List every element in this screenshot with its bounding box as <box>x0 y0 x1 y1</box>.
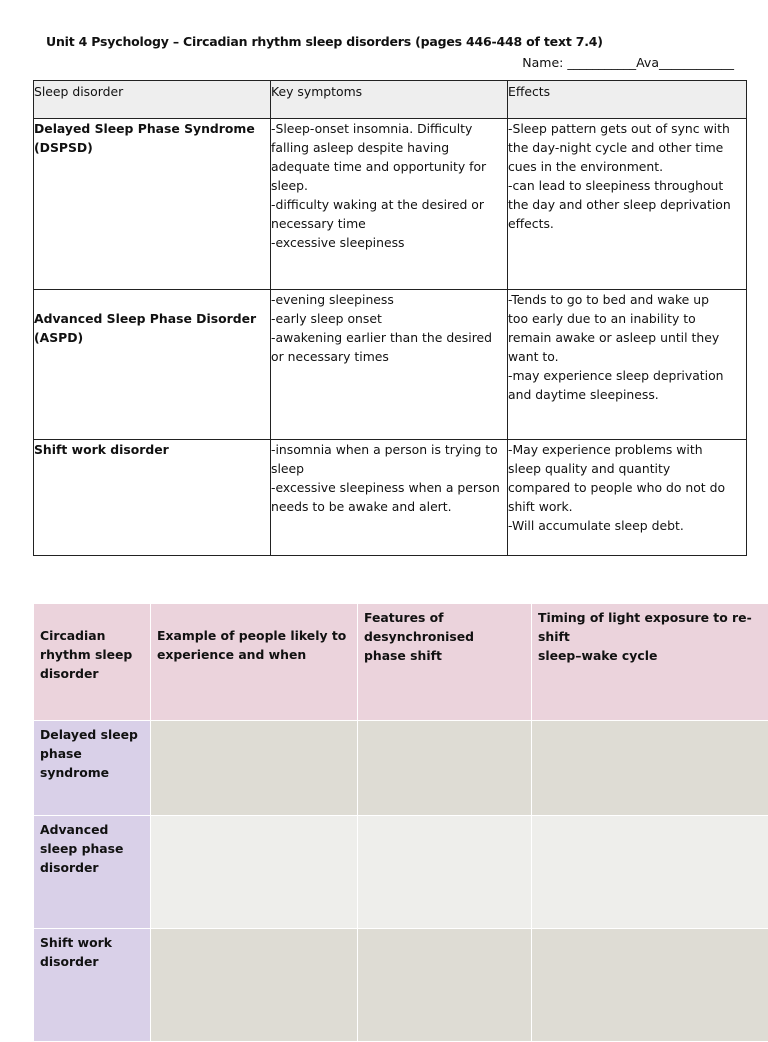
symptoms-cell <box>271 290 508 440</box>
cell-line: -evening sleepiness <box>271 292 394 307</box>
row-label-delayed <box>34 721 151 816</box>
header-key-symptoms: Key symptoms <box>271 81 508 119</box>
cell-line: too early due to an inability to <box>508 311 696 326</box>
cell-line: disorder <box>40 860 99 875</box>
cell-line: -may experience sleep deprivation <box>508 368 724 383</box>
symptoms-cell <box>271 119 508 290</box>
student-name-line: Name: ___________Ava____________ <box>522 55 734 70</box>
cell-line: -early sleep onset <box>271 311 382 326</box>
cell-line: phase <box>40 746 82 761</box>
cell-line: (DSPSD) <box>34 140 93 155</box>
cell-line: rhythm sleep <box>40 647 133 662</box>
cell-line: adequate time and opportunity for <box>271 159 487 174</box>
cell-line: Example of people likely to <box>157 628 347 643</box>
header-sleep-disorder: Sleep disorder <box>34 81 271 119</box>
cell-line: want to. <box>508 349 559 364</box>
worksheet-row <box>34 721 768 816</box>
cell-line: Features of <box>364 610 444 625</box>
header-example-people <box>151 604 358 721</box>
header-features-phase-shift <box>358 604 532 721</box>
cell-line: -insomnia when a person is trying to <box>271 442 498 457</box>
cell-line: sleep–wake cycle <box>538 648 658 663</box>
cell-line: sleep phase <box>40 841 124 856</box>
worksheet-row <box>34 929 768 1042</box>
cell-line: shift work. <box>508 499 573 514</box>
cell-line: Shift work disorder <box>34 442 169 457</box>
cell-line: experience and when <box>157 647 307 662</box>
cell-line: -Will accumulate sleep debt. <box>508 518 684 533</box>
answer-cell[interactable] <box>358 816 532 929</box>
cell-line: -excessive sleepiness when a person <box>271 480 500 495</box>
cell-line: falling asleep despite having <box>271 140 450 155</box>
worksheet-header-row <box>34 604 768 721</box>
header-light-exposure-timing <box>532 604 768 721</box>
answer-cell[interactable] <box>151 929 358 1042</box>
cell-line: cues in the environment. <box>508 159 664 174</box>
effects-cell <box>508 119 747 290</box>
cell-line: sleep quality and quantity <box>508 461 671 476</box>
sleep-disorders-table <box>33 80 747 556</box>
cell-line: Timing of light exposure to re-shift <box>538 610 752 644</box>
cell-line: -awakening earlier than the desired <box>271 330 493 345</box>
cell-line: phase shift <box>364 648 442 663</box>
cell-line: Advanced <box>40 822 109 837</box>
row-label-advanced <box>34 816 151 929</box>
cell-line: Delayed sleep <box>40 727 138 742</box>
cell-line: -Sleep pattern gets out of sync with <box>508 121 730 136</box>
cell-line: the day and other sleep deprivation <box>508 197 731 212</box>
answer-cell[interactable] <box>532 721 768 816</box>
cell-line: sleep. <box>271 178 308 193</box>
table-row <box>34 440 747 556</box>
answer-cell[interactable] <box>358 721 532 816</box>
disorder-cell <box>34 119 271 290</box>
effects-cell <box>508 290 747 440</box>
answer-cell[interactable] <box>151 816 358 929</box>
cell-line: the day-night cycle and other time <box>508 140 724 155</box>
answer-cell[interactable] <box>358 929 532 1042</box>
cell-line: remain awake or asleep until they <box>508 330 720 345</box>
cell-line: disorder <box>40 666 99 681</box>
cell-line: and daytime sleepiness. <box>508 387 659 402</box>
symptoms-cell <box>271 440 508 556</box>
disorder-cell <box>34 290 271 440</box>
cell-line: compared to people who do not do <box>508 480 726 495</box>
table-row <box>34 119 747 290</box>
cell-line: effects. <box>508 216 554 231</box>
cell-line: -difficulty waking at the desired or <box>271 197 484 212</box>
cell-line: -can lead to sleepiness throughout <box>508 178 724 193</box>
cell-line: sleep <box>271 461 305 476</box>
cell-line: desynchronised <box>364 629 475 644</box>
table-header-row <box>34 81 747 119</box>
header-circadian-disorder <box>34 604 151 721</box>
cell-line: -Sleep-onset insomnia. Difficulty <box>271 121 473 136</box>
row-label-shift-work <box>34 929 151 1042</box>
cell-line: -May experience problems with <box>508 442 703 457</box>
cell-line: Circadian <box>40 628 106 643</box>
cell-line: disorder <box>40 954 99 969</box>
disorder-cell <box>34 440 271 556</box>
cell-line: necessary time <box>271 216 366 231</box>
document-title: Unit 4 Psychology – Circadian rhythm sleep disorders (pages 446-448 of text 7.4) <box>46 34 603 49</box>
circadian-worksheet-table <box>34 604 768 1042</box>
cell-line: Delayed Sleep Phase Syndrome <box>34 121 255 136</box>
table-row <box>34 290 747 440</box>
answer-cell[interactable] <box>532 816 768 929</box>
worksheet-row <box>34 816 768 929</box>
cell-line: needs to be awake and alert. <box>271 499 452 514</box>
effects-cell <box>508 440 747 556</box>
answer-cell[interactable] <box>151 721 358 816</box>
cell-line: or necessary times <box>271 349 389 364</box>
header-effects: Effects <box>508 81 747 119</box>
cell-line: Shift work <box>40 935 112 950</box>
cell-line: Advanced Sleep Phase Disorder <box>34 311 257 326</box>
answer-cell[interactable] <box>532 929 768 1042</box>
cell-line: -excessive sleepiness <box>271 235 405 250</box>
cell-line: syndrome <box>40 765 110 780</box>
cell-line: (ASPD) <box>34 330 84 345</box>
cell-line: -Tends to go to bed and wake up <box>508 292 709 307</box>
